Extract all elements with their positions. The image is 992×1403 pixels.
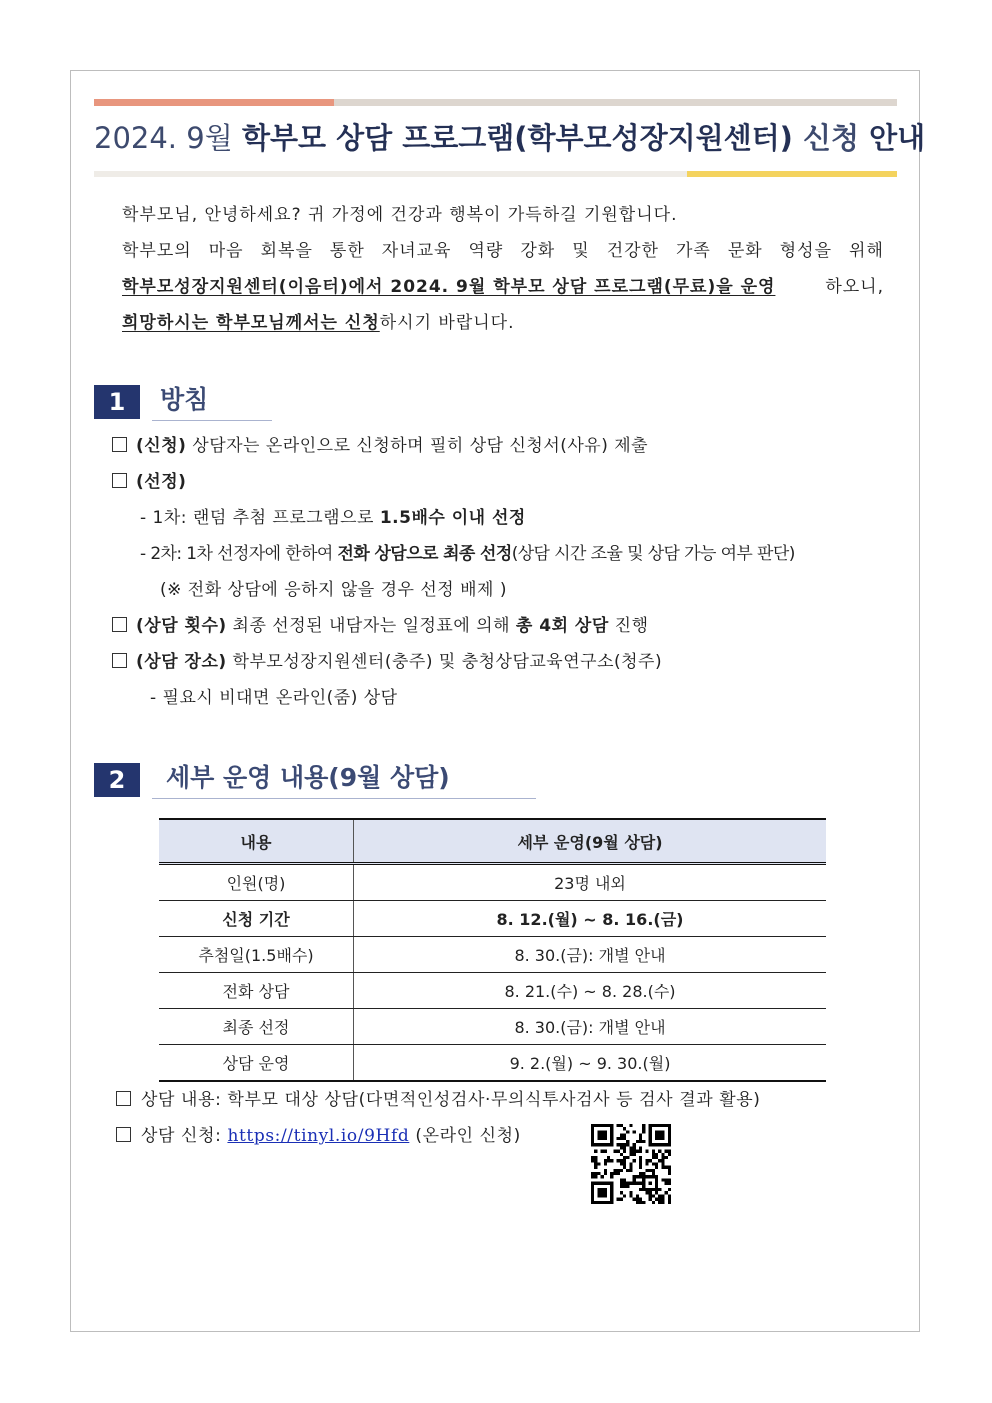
table-row bbox=[159, 901, 826, 937]
checkbox-square-icon bbox=[116, 1127, 131, 1142]
intro-word: 및 bbox=[572, 241, 590, 261]
intro-word: 형성을 bbox=[779, 241, 833, 261]
intro-word: 역량 bbox=[468, 241, 504, 261]
apply-link[interactable]: https://tinyl.io/9Hfd bbox=[227, 1126, 410, 1146]
list-item-note: (※ 전화 상담에 응하지 않을 경우 선정 배제 ) bbox=[160, 580, 507, 600]
apply-text: 상담자는 온라인으로 신청하며 필히 상담 신청서(사유) 제출 bbox=[186, 436, 649, 456]
checkbox-square-icon bbox=[112, 617, 127, 632]
apply-link-label: 상담 신청: bbox=[141, 1126, 228, 1146]
count-bold: 총 4회 상담 bbox=[515, 616, 609, 636]
list-item-count bbox=[112, 608, 795, 644]
list-item-round2 bbox=[112, 536, 795, 572]
intro-word: 마음 bbox=[208, 241, 244, 261]
place-label: (상담 장소) bbox=[136, 652, 227, 672]
title-bottom-accent bbox=[687, 171, 897, 177]
section-2-title: 세부 운영 내용(9월 상담) bbox=[152, 760, 536, 799]
intro-line-2 bbox=[122, 233, 884, 269]
table-header-cell: 세부 운영(9월 상담) bbox=[354, 819, 827, 864]
intro-line-1: 학부모님, 안녕하세요? 귀 가정에 건강과 행복이 가득하길 기원합니다. bbox=[122, 205, 678, 225]
table-cell: 최종 선정 bbox=[159, 1009, 354, 1045]
round1-bold: 1.5배수 이내 선정 bbox=[379, 508, 526, 528]
table-cell: 신청 기간 bbox=[159, 901, 354, 937]
round2-bold: 전화 상담으로 최종 선정 bbox=[337, 544, 512, 564]
intro-word: 위해 bbox=[849, 241, 884, 261]
table-cell: 8. 30.(금): 개별 안내 bbox=[354, 937, 827, 973]
count-text: 최종 선정된 내담자는 일정표에 의해 bbox=[226, 616, 516, 636]
table-cell: 9. 2.(월) ~ 9. 30.(월) bbox=[354, 1045, 827, 1082]
table-row bbox=[159, 1009, 826, 1045]
section-1-header bbox=[94, 382, 272, 421]
section-1-number: 1 bbox=[94, 385, 140, 419]
table-row bbox=[159, 973, 826, 1009]
list-item-content bbox=[116, 1082, 761, 1118]
intro-word: 가족 bbox=[675, 241, 711, 261]
title-top-accent bbox=[94, 99, 334, 106]
list-item-apply bbox=[112, 428, 795, 464]
count-label: (상담 횟수) bbox=[136, 616, 227, 636]
qr-code-icon[interactable] bbox=[591, 1124, 671, 1204]
title-prefix: 2024. 9월 bbox=[94, 121, 242, 155]
section-2-header bbox=[94, 760, 536, 799]
checkbox-square-icon bbox=[112, 437, 127, 452]
table-row bbox=[159, 1045, 826, 1082]
select-label: (선정) bbox=[136, 472, 187, 492]
intro-line-4-underline: 희망하시는 학부모님께서는 신청 bbox=[122, 313, 380, 333]
checkbox-square-icon bbox=[112, 473, 127, 488]
checkbox-square-icon bbox=[116, 1091, 131, 1106]
table-header-cell: 내용 bbox=[159, 819, 354, 864]
intro-word: 강화 bbox=[520, 241, 556, 261]
table-header-row bbox=[159, 819, 826, 864]
table-cell: 인원(명) bbox=[159, 864, 354, 901]
title-top-bar bbox=[94, 99, 897, 106]
table-cell: 상담 운영 bbox=[159, 1045, 354, 1082]
intro-word: 건강한 bbox=[606, 241, 659, 261]
detail-table bbox=[159, 818, 826, 1082]
table-cell: 추첨일(1.5배수) bbox=[159, 937, 354, 973]
intro-line-3-rest: 하오니, bbox=[825, 277, 884, 297]
table-row bbox=[159, 864, 826, 901]
round2-rest: (상담 시간 조율 및 상담 가능 여부 판단) bbox=[511, 544, 795, 564]
intro-word: 문화 bbox=[727, 241, 763, 261]
intro-word: 통한 bbox=[329, 241, 365, 261]
content-text: 상담 내용: 학부모 대상 상담(다면적인성검사·무의식투사검사 등 검사 결과 활용) bbox=[141, 1090, 761, 1110]
round2-text: - 2차: 1차 선정자에 한하여 bbox=[140, 544, 338, 564]
title-end: 안내 bbox=[859, 121, 926, 155]
intro-line-4-rest: 하시기 바랍니다. bbox=[379, 313, 515, 333]
intro-paragraph bbox=[122, 197, 884, 341]
intro-word: 학부모의 bbox=[122, 241, 192, 261]
intro-line-3-underline: 학부모성장지원센터(이음터)에서 2024. 9월 학부모 상담 프로그램(무료)을 운영 bbox=[122, 277, 776, 297]
round1-text: - 1차: 랜덤 추첨 프로그램으로 bbox=[140, 508, 380, 528]
table-cell: 23명 내외 bbox=[354, 864, 827, 901]
list-item-place-sub: - 필요시 비대면 온라인(줌) 상담 bbox=[150, 688, 398, 708]
intro-line-3 bbox=[122, 269, 884, 305]
table-row bbox=[159, 937, 826, 973]
intro-word: 회복을 bbox=[260, 241, 313, 261]
section-1-list bbox=[112, 428, 795, 716]
table-cell: 8. 21.(수) ~ 8. 28.(수) bbox=[354, 973, 827, 1009]
title-sin: 신청 bbox=[792, 121, 860, 155]
title-bottom-bar bbox=[94, 171, 897, 177]
intro-line-4 bbox=[122, 305, 884, 341]
table-cell: 8. 30.(금): 개별 안내 bbox=[354, 1009, 827, 1045]
page-title bbox=[94, 116, 926, 160]
place-text: 학부모성장지원센터(충주) 및 충청상담교육연구소(청주) bbox=[226, 652, 663, 672]
apply-link-rest: (온라인 신청) bbox=[409, 1126, 521, 1146]
table-cell: 8. 12.(월) ~ 8. 16.(금) bbox=[354, 901, 827, 937]
list-item-select bbox=[112, 464, 795, 500]
checkbox-square-icon bbox=[112, 653, 127, 668]
table-cell: 전화 상담 bbox=[159, 973, 354, 1009]
section-1-title: 방침 bbox=[152, 382, 272, 421]
intro-word: 자녀교육 bbox=[381, 241, 452, 261]
list-item-round1 bbox=[112, 500, 795, 536]
section-2-number: 2 bbox=[94, 763, 140, 797]
count-rest: 진행 bbox=[608, 616, 649, 636]
title-bold: 학부모 상담 프로그램(학부모성장지원센터) bbox=[241, 121, 793, 155]
apply-label: (신청) bbox=[136, 436, 187, 456]
list-item-place bbox=[112, 644, 795, 680]
